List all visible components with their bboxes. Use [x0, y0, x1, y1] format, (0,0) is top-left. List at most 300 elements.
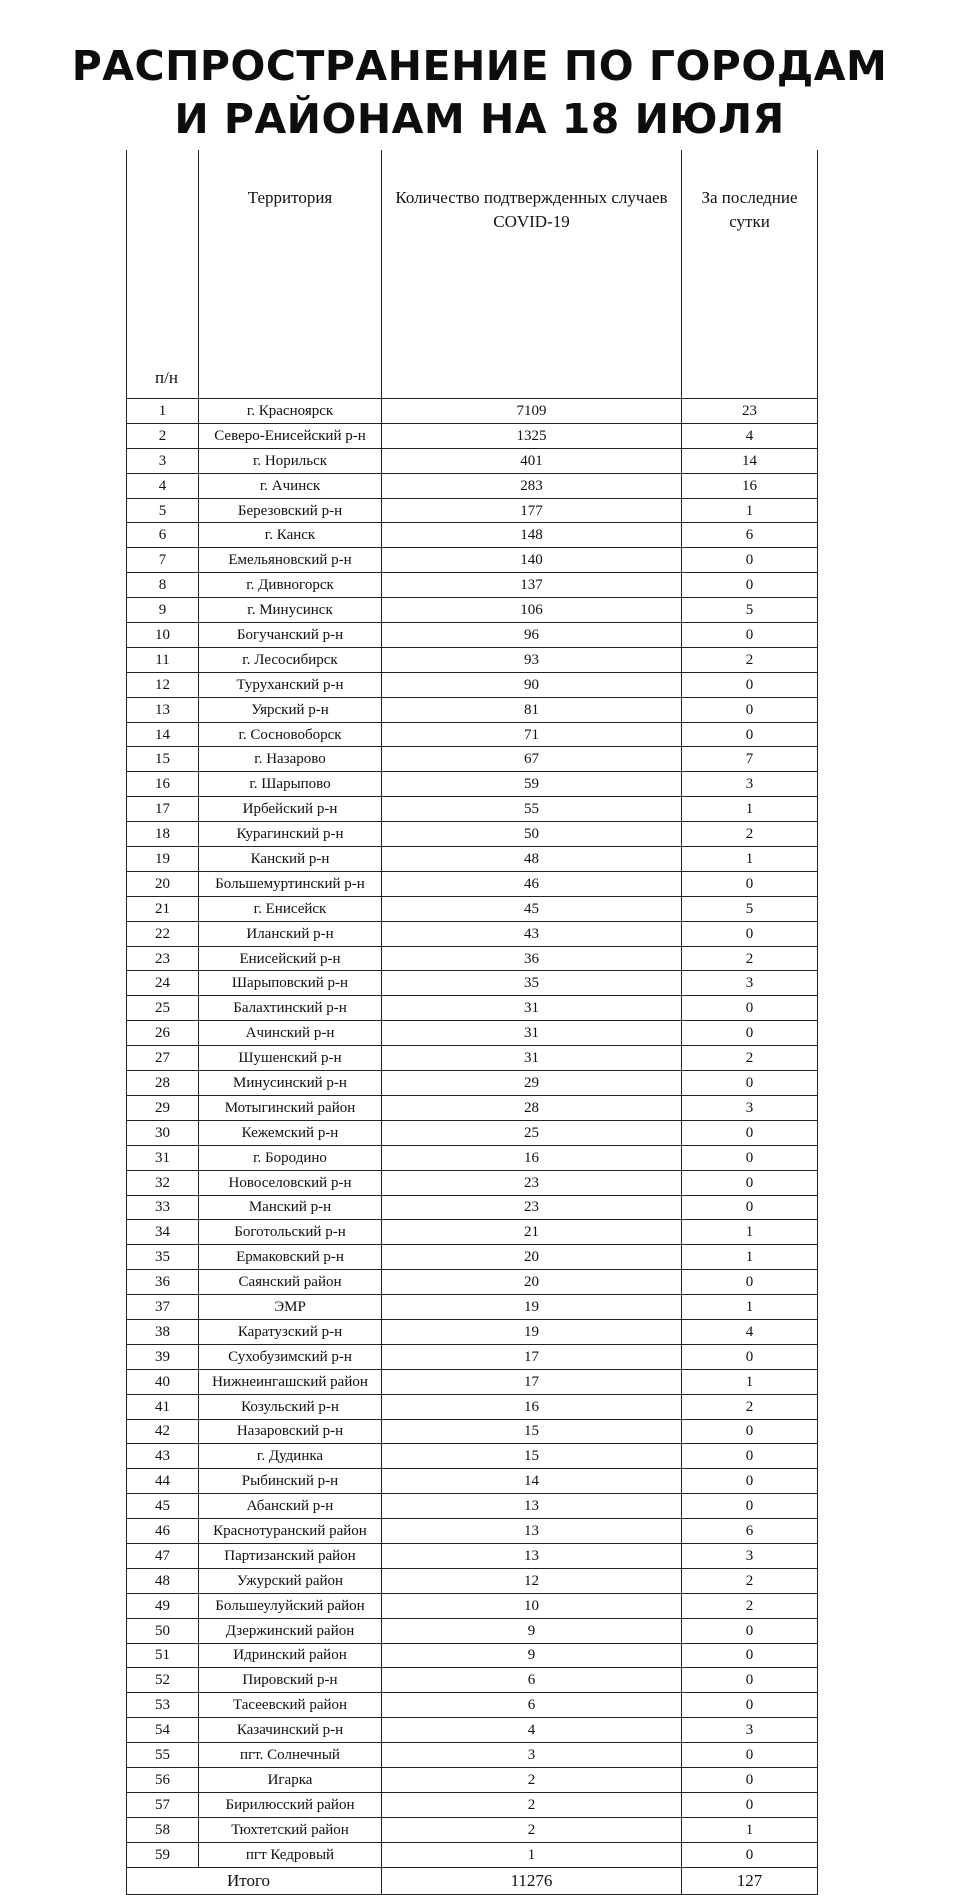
confirmed-cell: 28 — [382, 1095, 682, 1120]
last-day-cell: 0 — [682, 1767, 818, 1792]
row-number: 14 — [127, 722, 199, 747]
last-day-cell: 0 — [682, 1145, 818, 1170]
table-row — [127, 971, 818, 996]
row-number: 58 — [127, 1817, 199, 1842]
table-row — [127, 1120, 818, 1145]
last-day-cell: 0 — [682, 1021, 818, 1046]
row-number: 24 — [127, 971, 199, 996]
row-number: 44 — [127, 1469, 199, 1494]
table-row — [127, 473, 818, 498]
last-day-cell: 0 — [682, 722, 818, 747]
territory-cell: Мотыгинский район — [199, 1095, 382, 1120]
row-number: 9 — [127, 598, 199, 623]
confirmed-cell: 6 — [382, 1668, 682, 1693]
last-day-cell: 0 — [682, 697, 818, 722]
row-number: 7 — [127, 548, 199, 573]
last-day-cell: 0 — [682, 1344, 818, 1369]
total-label: Итого — [127, 1867, 382, 1894]
last-day-cell: 1 — [682, 1295, 818, 1320]
confirmed-cell: 2 — [382, 1817, 682, 1842]
territory-cell: Иланский р-н — [199, 921, 382, 946]
last-day-cell: 0 — [682, 1668, 818, 1693]
row-number: 10 — [127, 623, 199, 648]
row-number: 30 — [127, 1120, 199, 1145]
confirmed-cell: 2 — [382, 1767, 682, 1792]
confirmed-cell: 31 — [382, 996, 682, 1021]
territory-cell: Тюхтетский район — [199, 1817, 382, 1842]
territory-cell: Боготольский р-н — [199, 1220, 382, 1245]
confirmed-cell: 36 — [382, 946, 682, 971]
row-number: 13 — [127, 697, 199, 722]
row-number: 42 — [127, 1419, 199, 1444]
territory-cell: пгт Кедровый — [199, 1842, 382, 1867]
table-row — [127, 548, 818, 573]
last-day-cell: 0 — [682, 1842, 818, 1867]
confirmed-cell: 13 — [382, 1494, 682, 1519]
territory-cell: г. Канск — [199, 523, 382, 548]
territory-cell: Тасеевский район — [199, 1693, 382, 1718]
header-confirmed: Количество подтвержденных случаев COVID-19 — [382, 150, 682, 399]
table-row — [127, 1767, 818, 1792]
last-day-cell: 1 — [682, 1220, 818, 1245]
confirmed-cell: 10 — [382, 1593, 682, 1618]
confirmed-cell: 148 — [382, 523, 682, 548]
table-row — [127, 1071, 818, 1096]
last-day-cell: 2 — [682, 1046, 818, 1071]
table-row — [127, 1792, 818, 1817]
row-number: 22 — [127, 921, 199, 946]
table-row — [127, 423, 818, 448]
row-number: 25 — [127, 996, 199, 1021]
confirmed-cell: 19 — [382, 1319, 682, 1344]
confirmed-cell: 96 — [382, 623, 682, 648]
territory-cell: г. Назарово — [199, 747, 382, 772]
territory-cell: г. Лесосибирск — [199, 647, 382, 672]
row-number: 26 — [127, 1021, 199, 1046]
confirmed-cell: 2 — [382, 1792, 682, 1817]
territory-cell: Ачинский р-н — [199, 1021, 382, 1046]
title-line-1: РАСПРОСТРАНЕНИЕ ПО ГОРОДАМ — [71, 42, 888, 90]
table-row — [127, 797, 818, 822]
last-day-cell: 3 — [682, 1718, 818, 1743]
table-row — [127, 1394, 818, 1419]
territory-cell: Емельяновский р-н — [199, 548, 382, 573]
row-number: 20 — [127, 871, 199, 896]
last-day-cell: 0 — [682, 1494, 818, 1519]
table-row — [127, 1718, 818, 1743]
territory-cell: г. Минусинск — [199, 598, 382, 623]
table-row — [127, 1295, 818, 1320]
territory-cell: Нижнеингашский район — [199, 1369, 382, 1394]
row-number: 34 — [127, 1220, 199, 1245]
table-row — [127, 1195, 818, 1220]
last-day-cell: 1 — [682, 797, 818, 822]
table-row — [127, 448, 818, 473]
row-number: 46 — [127, 1519, 199, 1544]
row-number: 35 — [127, 1245, 199, 1270]
table-row — [127, 847, 818, 872]
territory-cell: г. Шарыпово — [199, 772, 382, 797]
territory-cell: Игарка — [199, 1767, 382, 1792]
table-row — [127, 623, 818, 648]
territory-cell: Ужурский район — [199, 1568, 382, 1593]
covid-cases-table — [126, 150, 818, 1895]
territory-cell: г. Красноярск — [199, 399, 382, 424]
table-row — [127, 871, 818, 896]
row-number: 38 — [127, 1319, 199, 1344]
row-number: 12 — [127, 672, 199, 697]
territory-cell: Богучанский р-н — [199, 623, 382, 648]
territory-cell: Краснотуранский район — [199, 1519, 382, 1544]
confirmed-cell: 16 — [382, 1394, 682, 1419]
row-number: 51 — [127, 1643, 199, 1668]
table-row — [127, 1021, 818, 1046]
table-row — [127, 1618, 818, 1643]
last-day-cell: 0 — [682, 573, 818, 598]
table-row — [127, 1842, 818, 1867]
confirmed-cell: 16 — [382, 1145, 682, 1170]
last-day-cell: 7 — [682, 747, 818, 772]
table-row — [127, 498, 818, 523]
row-number: 57 — [127, 1792, 199, 1817]
confirmed-cell: 15 — [382, 1444, 682, 1469]
last-day-cell: 4 — [682, 1319, 818, 1344]
territory-cell: Бирилюсский район — [199, 1792, 382, 1817]
table-row — [127, 1817, 818, 1842]
last-day-cell: 0 — [682, 1071, 818, 1096]
confirmed-cell: 43 — [382, 921, 682, 946]
last-day-cell: 0 — [682, 1643, 818, 1668]
row-number: 56 — [127, 1767, 199, 1792]
last-day-cell: 3 — [682, 1095, 818, 1120]
territory-cell: г. Норильск — [199, 448, 382, 473]
last-day-cell: 1 — [682, 1817, 818, 1842]
last-day-cell: 0 — [682, 871, 818, 896]
row-number: 27 — [127, 1046, 199, 1071]
territory-cell: ЭМР — [199, 1295, 382, 1320]
table-row — [127, 1270, 818, 1295]
row-number: 48 — [127, 1568, 199, 1593]
territory-cell: Новоселовский р-н — [199, 1170, 382, 1195]
last-day-cell: 1 — [682, 498, 818, 523]
confirmed-cell: 177 — [382, 498, 682, 523]
confirmed-cell: 59 — [382, 772, 682, 797]
last-day-cell: 1 — [682, 847, 818, 872]
row-number: 31 — [127, 1145, 199, 1170]
row-number: 29 — [127, 1095, 199, 1120]
total-confirmed: 11276 — [382, 1867, 682, 1894]
row-number: 28 — [127, 1071, 199, 1096]
confirmed-cell: 1325 — [382, 423, 682, 448]
confirmed-cell: 23 — [382, 1170, 682, 1195]
table-row — [127, 996, 818, 1021]
row-number: 8 — [127, 573, 199, 598]
table-row — [127, 1593, 818, 1618]
territory-cell: Дзержинский район — [199, 1618, 382, 1643]
territory-cell: Сухобузимский р-н — [199, 1344, 382, 1369]
confirmed-cell: 20 — [382, 1245, 682, 1270]
table-row — [127, 697, 818, 722]
row-number: 2 — [127, 423, 199, 448]
territory-cell: Ирбейский р-н — [199, 797, 382, 822]
territory-cell: Туруханский р-н — [199, 672, 382, 697]
territory-cell: Минусинский р-н — [199, 1071, 382, 1096]
table-row — [127, 946, 818, 971]
confirmed-cell: 81 — [382, 697, 682, 722]
table-row — [127, 598, 818, 623]
confirmed-cell: 7109 — [382, 399, 682, 424]
row-number: 16 — [127, 772, 199, 797]
row-number: 59 — [127, 1842, 199, 1867]
confirmed-cell: 55 — [382, 797, 682, 822]
last-day-cell: 3 — [682, 1543, 818, 1568]
confirmed-cell: 71 — [382, 722, 682, 747]
territory-cell: Манский р-н — [199, 1195, 382, 1220]
row-number: 21 — [127, 896, 199, 921]
row-number: 17 — [127, 797, 199, 822]
confirmed-cell: 17 — [382, 1344, 682, 1369]
last-day-cell: 2 — [682, 1593, 818, 1618]
table-row — [127, 399, 818, 424]
row-number: 19 — [127, 847, 199, 872]
last-day-cell: 0 — [682, 1170, 818, 1195]
confirmed-cell: 13 — [382, 1519, 682, 1544]
table-row — [127, 1543, 818, 1568]
territory-cell: г. Дивногорск — [199, 573, 382, 598]
table-body — [127, 399, 818, 1868]
last-day-cell: 0 — [682, 1419, 818, 1444]
row-number: 18 — [127, 822, 199, 847]
table-row — [127, 1444, 818, 1469]
row-number: 40 — [127, 1369, 199, 1394]
last-day-cell: 4 — [682, 423, 818, 448]
row-number: 49 — [127, 1593, 199, 1618]
confirmed-cell: 17 — [382, 1369, 682, 1394]
table-row — [127, 1693, 818, 1718]
confirmed-cell: 20 — [382, 1270, 682, 1295]
row-number: 52 — [127, 1668, 199, 1693]
confirmed-cell: 50 — [382, 822, 682, 847]
territory-cell: Большеулуйский район — [199, 1593, 382, 1618]
last-day-cell: 1 — [682, 1245, 818, 1270]
confirmed-cell: 12 — [382, 1568, 682, 1593]
row-number: 3 — [127, 448, 199, 473]
territory-cell: Большемуртинский р-н — [199, 871, 382, 896]
table-row — [127, 1046, 818, 1071]
territory-cell: Курагинский р-н — [199, 822, 382, 847]
row-number: 15 — [127, 747, 199, 772]
territory-cell: Козульский р-н — [199, 1394, 382, 1419]
table-row — [127, 1170, 818, 1195]
last-day-cell: 6 — [682, 1519, 818, 1544]
table-row — [127, 523, 818, 548]
territory-cell: Казачинский р-н — [199, 1718, 382, 1743]
table-row — [127, 1469, 818, 1494]
confirmed-cell: 9 — [382, 1643, 682, 1668]
confirmed-cell: 6 — [382, 1693, 682, 1718]
total-row — [127, 1867, 818, 1894]
row-number: 32 — [127, 1170, 199, 1195]
territory-cell: Енисейский р-н — [199, 946, 382, 971]
last-day-cell: 0 — [682, 548, 818, 573]
last-day-cell: 0 — [682, 1270, 818, 1295]
territory-cell: Балахтинский р-н — [199, 996, 382, 1021]
confirmed-cell: 25 — [382, 1120, 682, 1145]
last-day-cell: 0 — [682, 1618, 818, 1643]
territory-cell: Шушенский р-н — [199, 1046, 382, 1071]
row-number: 50 — [127, 1618, 199, 1643]
last-day-cell: 2 — [682, 946, 818, 971]
last-day-cell: 0 — [682, 921, 818, 946]
row-number: 11 — [127, 647, 199, 672]
confirmed-cell: 9 — [382, 1618, 682, 1643]
last-day-cell: 3 — [682, 772, 818, 797]
table-row — [127, 1319, 818, 1344]
last-day-cell: 3 — [682, 971, 818, 996]
territory-cell: г. Енисейск — [199, 896, 382, 921]
last-day-cell: 14 — [682, 448, 818, 473]
row-number: 37 — [127, 1295, 199, 1320]
territory-cell: Идринский район — [199, 1643, 382, 1668]
row-number: 41 — [127, 1394, 199, 1419]
territory-cell: пгт. Солнечный — [199, 1743, 382, 1768]
confirmed-cell: 283 — [382, 473, 682, 498]
table-row — [127, 921, 818, 946]
confirmed-cell: 67 — [382, 747, 682, 772]
confirmed-cell: 31 — [382, 1046, 682, 1071]
territory-cell: Канский р-н — [199, 847, 382, 872]
last-day-cell: 2 — [682, 1568, 818, 1593]
confirmed-cell: 4 — [382, 1718, 682, 1743]
territory-cell: Рыбинский р-н — [199, 1469, 382, 1494]
header-last-day: За последние сутки — [682, 150, 818, 399]
territory-cell: Партизанский район — [199, 1543, 382, 1568]
row-number: 6 — [127, 523, 199, 548]
last-day-cell: 1 — [682, 1369, 818, 1394]
territory-cell: Шарыповский р-н — [199, 971, 382, 996]
last-day-cell: 0 — [682, 623, 818, 648]
row-number: 1 — [127, 399, 199, 424]
confirmed-cell: 140 — [382, 548, 682, 573]
territory-cell: г. Дудинка — [199, 1444, 382, 1469]
table-header-row — [127, 150, 818, 399]
table-row — [127, 822, 818, 847]
row-number: 53 — [127, 1693, 199, 1718]
row-number: 23 — [127, 946, 199, 971]
row-number: 54 — [127, 1718, 199, 1743]
table-row — [127, 1743, 818, 1768]
confirmed-cell: 1 — [382, 1842, 682, 1867]
table-row — [127, 1668, 818, 1693]
row-number: 45 — [127, 1494, 199, 1519]
header-num: п/н — [127, 150, 199, 399]
territory-cell: Северо-Енисейский р-н — [199, 423, 382, 448]
table-row — [127, 1369, 818, 1394]
territory-cell: Уярский р-н — [199, 697, 382, 722]
confirmed-cell: 14 — [382, 1469, 682, 1494]
confirmed-cell: 35 — [382, 971, 682, 996]
table-row — [127, 1494, 818, 1519]
header-territory: Территория — [199, 150, 382, 399]
last-day-cell: 2 — [682, 822, 818, 847]
table-row — [127, 772, 818, 797]
last-day-cell: 6 — [682, 523, 818, 548]
territory-cell: Кежемский р-н — [199, 1120, 382, 1145]
confirmed-cell: 19 — [382, 1295, 682, 1320]
page-title — [0, 40, 959, 146]
table-row — [127, 1095, 818, 1120]
row-number: 39 — [127, 1344, 199, 1369]
territory-cell: Ермаковский р-н — [199, 1245, 382, 1270]
table-row — [127, 1344, 818, 1369]
row-number: 43 — [127, 1444, 199, 1469]
last-day-cell: 2 — [682, 1394, 818, 1419]
table-row — [127, 647, 818, 672]
row-number: 33 — [127, 1195, 199, 1220]
table-row — [127, 1419, 818, 1444]
confirmed-cell: 15 — [382, 1419, 682, 1444]
table-row — [127, 1568, 818, 1593]
territory-cell: Березовский р-н — [199, 498, 382, 523]
table-row — [127, 1519, 818, 1544]
row-number: 55 — [127, 1743, 199, 1768]
territory-cell: Пировский р-н — [199, 1668, 382, 1693]
confirmed-cell: 48 — [382, 847, 682, 872]
last-day-cell: 0 — [682, 1195, 818, 1220]
last-day-cell: 0 — [682, 1792, 818, 1817]
last-day-cell: 0 — [682, 672, 818, 697]
last-day-cell: 0 — [682, 1469, 818, 1494]
confirmed-cell: 13 — [382, 1543, 682, 1568]
territory-cell: Абанский р-н — [199, 1494, 382, 1519]
territory-cell: г. Бородино — [199, 1145, 382, 1170]
confirmed-cell: 45 — [382, 896, 682, 921]
table-row — [127, 747, 818, 772]
total-last-day: 127 — [682, 1867, 818, 1894]
table-row — [127, 722, 818, 747]
last-day-cell: 0 — [682, 1693, 818, 1718]
last-day-cell: 2 — [682, 647, 818, 672]
confirmed-cell: 93 — [382, 647, 682, 672]
table-row — [127, 1245, 818, 1270]
territory-cell: Саянский район — [199, 1270, 382, 1295]
last-day-cell: 0 — [682, 996, 818, 1021]
territory-cell: Каратузский р-н — [199, 1319, 382, 1344]
table-row — [127, 672, 818, 697]
table-row — [127, 573, 818, 598]
row-number: 47 — [127, 1543, 199, 1568]
row-number: 4 — [127, 473, 199, 498]
territory-cell: Назаровский р-н — [199, 1419, 382, 1444]
title-line-2: И РАЙОНАМ НА 18 ИЮЛЯ — [174, 95, 785, 143]
last-day-cell: 23 — [682, 399, 818, 424]
last-day-cell: 0 — [682, 1743, 818, 1768]
table-row — [127, 1220, 818, 1245]
table-row — [127, 896, 818, 921]
confirmed-cell: 23 — [382, 1195, 682, 1220]
confirmed-cell: 21 — [382, 1220, 682, 1245]
last-day-cell: 5 — [682, 896, 818, 921]
last-day-cell: 0 — [682, 1444, 818, 1469]
confirmed-cell: 31 — [382, 1021, 682, 1046]
row-number: 5 — [127, 498, 199, 523]
confirmed-cell: 46 — [382, 871, 682, 896]
confirmed-cell: 3 — [382, 1743, 682, 1768]
table-row — [127, 1643, 818, 1668]
last-day-cell: 0 — [682, 1120, 818, 1145]
confirmed-cell: 29 — [382, 1071, 682, 1096]
confirmed-cell: 106 — [382, 598, 682, 623]
